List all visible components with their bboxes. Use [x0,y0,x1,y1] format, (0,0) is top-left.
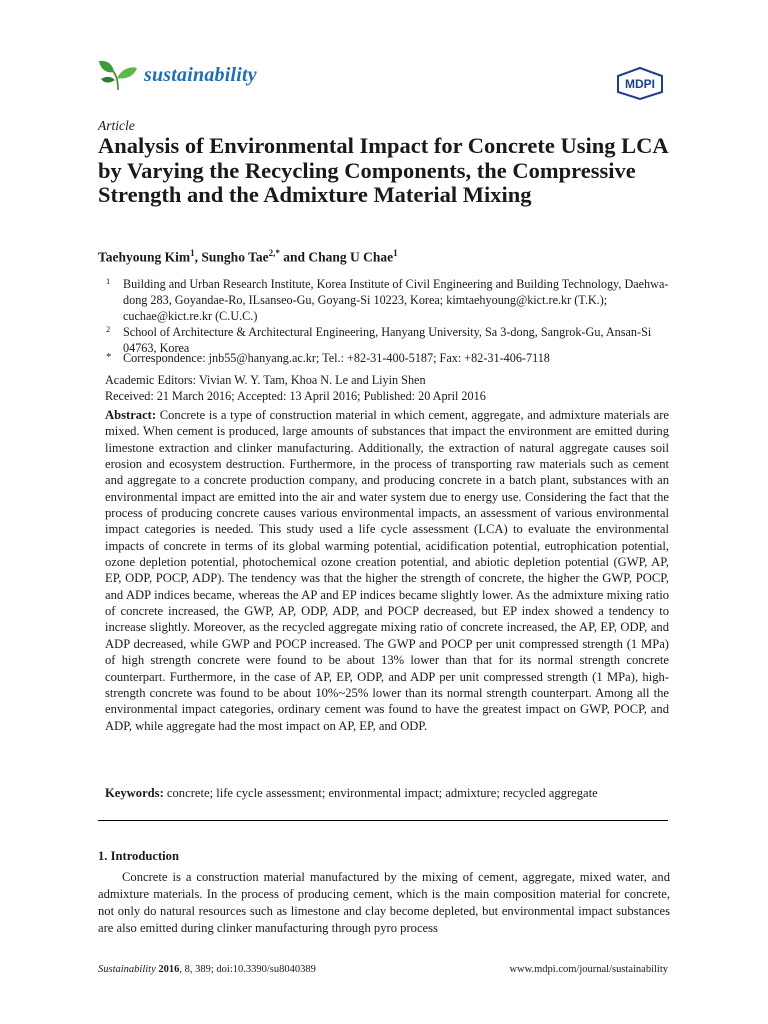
author-separator: , [194,249,202,265]
abstract [105,407,669,734]
author-affiliation-mark: 2,* [268,248,280,258]
affiliation-text: Building and Urban Research Institute, Korea Institute of Civil Engineering and Building Technology, Daehwa-dong 283, Goyandae-Ro, ILsanseo-Gu, Goyang-Si 10223, Korea; kimtaehyoung@kict.re.kr (T.K.); cuchae@kict.re.kr (C.U.C.) [123,277,669,323]
affiliation-number: 1 [106,276,111,286]
mdpi-logo-text: MDPI [625,77,655,91]
author-name: Sungho Tae [201,249,269,265]
leaf-icon [98,58,138,92]
author-name: Chang U Chae [308,249,394,265]
section-heading: 1. Introduction [98,849,179,863]
footer-year: 2016 [158,964,180,975]
article-type: Article [98,118,135,133]
footer-url[interactable]: www.mdpi.com/journal/sustainability [509,964,668,975]
author-affiliation-mark: 1 [393,248,398,258]
keywords [105,786,598,801]
correspondence-text: Correspondence: jnb55@hanyang.ac.kr; Tel.: +82-31-400-5187; Fax: +82-31-406-7118 [123,351,550,365]
mdpi-logo [612,66,668,100]
journal-logo [98,58,257,92]
introduction-text [98,869,670,937]
affiliation-number: 2 [106,324,111,334]
affiliation-1 [98,276,678,324]
keywords-text: concrete; life cycle assessment; environmental impact; admixture; recycled aggregate [166,786,598,800]
academic-editors: Academic Editors: Vivian W. Y. Tam, Khoa N. Le and Liyin Shen [105,373,426,387]
author-affiliation-mark: 1 [190,248,195,258]
section-divider [98,820,668,821]
abstract-text: Concrete is a type of construction material in which cement, aggregate, and admixture materials are mixed. When cement is produced, large amounts of substances that impact the environment are emitted during limestone extraction and clinker manufacturing. Additionally, the extraction of natural aggregate causes soil erosion and ecosystem destruction. Furthermore, in the process of transporting raw materials such as cement and aggregate to a concrete production company, and producing concrete in a batch plant, substances with an environmental impact are emitted into the air and water system due to energy use. Considering the fact that the process of producing concrete causes various environmental impacts, an assessment of various environmental impact categories is needed. This study used a life cycle assessment (LCA) to evaluate the environmental impacts of concrete in terms of its global warming potential, acidification potential, eutrophication potential, ozone depletion potential, photochemical ozone creation potential, and abiotic depletion potential (GWP, AP, EP, ODP, POCP, ADP). The tendency was that the higher the strength of concrete, the higher the GWP, POCP, and ADP indices became, whereas the AP and EP indices became slightly lower. As the admixture mixing ratio of concrete increased, the GWP, AP, ODP, ADP, and POCP decreased, but EP index showed a tendency to increase slightly. Moreover, as the recycled aggregate mixing ratio of concrete increased, the AP, EP, ODP, and ADP decreased, while GWP and POCP increased. The GWP and POCP per unit compressed strength (1 MPa) of high strength concrete were found to be about 13% lower than that for its normal strength concrete counterpart. Furthermore, in the case of AP, EP, ODP, and ADP per unit compressed strength (1 MPa), high-strength concrete was found to be about 10%~25% lower than its normal strength counterpart. Among all the environmental impact categories, ordinary cement was found to have the greatest impact on GWP, POCP, and ADP, while aggregate had the most impact on AP, EP, and ODP. [105,408,670,733]
author-list [98,248,398,266]
abstract-label: Abstract: [105,408,157,422]
footer-doi: , 8, 389; doi:10.3390/su8040389 [179,964,316,975]
affiliation-text: School of Architecture & Architectural Engineering, Hanyang University, Sa 3-dong, Sangrok-Gu, Ansan-Si 04763, Korea [123,325,652,355]
correspondence [98,350,678,366]
introduction-paragraph: Concrete is a construction material manufactured by the mixing of cement, aggregate, mixed water, and admixture materials. In the process of producing cement, which is the main composition material for concrete, not only do natural resources such as limestone and clay become depleted, but environmental impact substances are also emitted during clinker manufacturing through pyro process [98,870,670,935]
author-name: Taehyoung Kim [98,249,191,265]
publication-dates: Received: 21 March 2016; Accepted: 13 April 2016; Published: 20 April 2016 [105,389,486,403]
journal-name: sustainability [144,63,257,86]
footer-journal: Sustainability [98,964,156,975]
correspondence-mark: * [106,351,112,363]
keywords-label: Keywords: [105,786,164,800]
author-separator: and [279,249,309,265]
footer-citation [98,964,316,975]
paper-title: Analysis of Environmental Impact for Concrete Using LCA by Varying the Recycling Components, the Compressive Strength and the Admixture Material Mixing [98,133,668,207]
